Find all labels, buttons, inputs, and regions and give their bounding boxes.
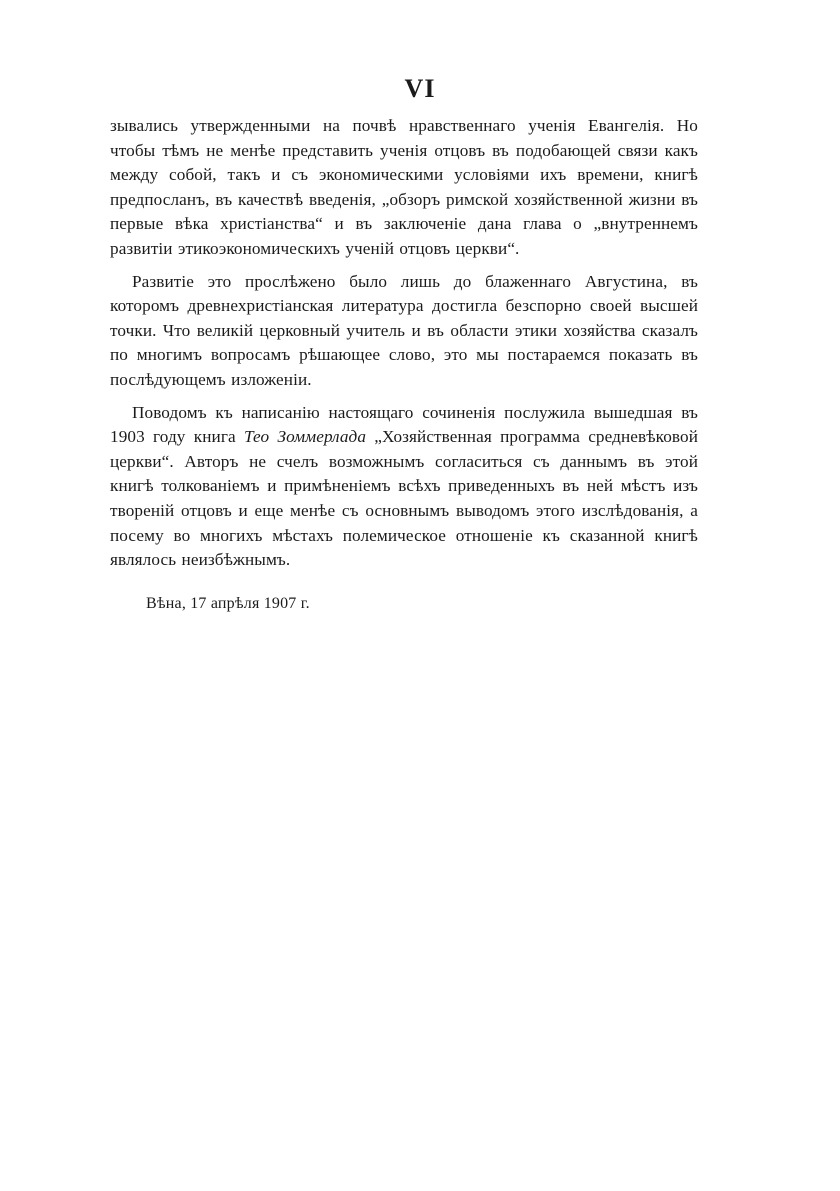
paragraph-3-start: Поводомъ къ написанію настоящаго сочиненія послужила вышедшая въ 1903 году книга: [110, 402, 698, 447]
paragraph-3: [110, 401, 698, 573]
page-number: VI: [404, 74, 436, 103]
preface-text: [110, 114, 698, 615]
paragraph-2: Развитіе это прослѣжено было лишь до блаженнаго Августина, въ которомъ древнехристіанская литература достигла безспорно своей высшей точки. Что великій церковный учитель и въ области этики хозяйства сказалъ по многимъ вопросамъ рѣшающее слово, это мы постараемся показать въ послѣдующемъ изложеніи.: [110, 271, 698, 389]
paragraph-1: зывались утвержденными на почвѣ нравственнаго ученія Евангелія. Но чтобы тѣмъ не менѣе представить ученія отцовъ въ подобающей связи какъ между собой, такъ и съ экономическими условіями ихъ времени, книгѣ предпосланъ, въ качествѣ введенія, „обзоръ римской хозяйственной жизни въ первые вѣка христіанства“ и въ заключеніе дана глава о „внутреннемъ развитіи этикоэкономическихъ ученій отцовъ церкви“.: [110, 116, 698, 258]
place-date-signature: Вѣна, 17 апрѣля 1907 г.: [146, 594, 310, 612]
cited-author: Тео Зоммерлада: [243, 427, 367, 447]
paragraph-3-end: „Хозяйственная программа средневѣковой церкви“. Авторъ не счелъ возможнымъ согласиться съ даннымъ въ этой книгѣ толкованіемъ и примѣненіемъ всѣхъ приведенныхъ въ ней мѣстъ изъ твореній отцовъ и еще менѣе съ основнымъ выводомъ этого изслѣдованія, а посему во многихъ мѣстахъ полемическое отношеніе къ сказанной книгѣ являлось неизбѣжнымъ.: [110, 427, 698, 570]
